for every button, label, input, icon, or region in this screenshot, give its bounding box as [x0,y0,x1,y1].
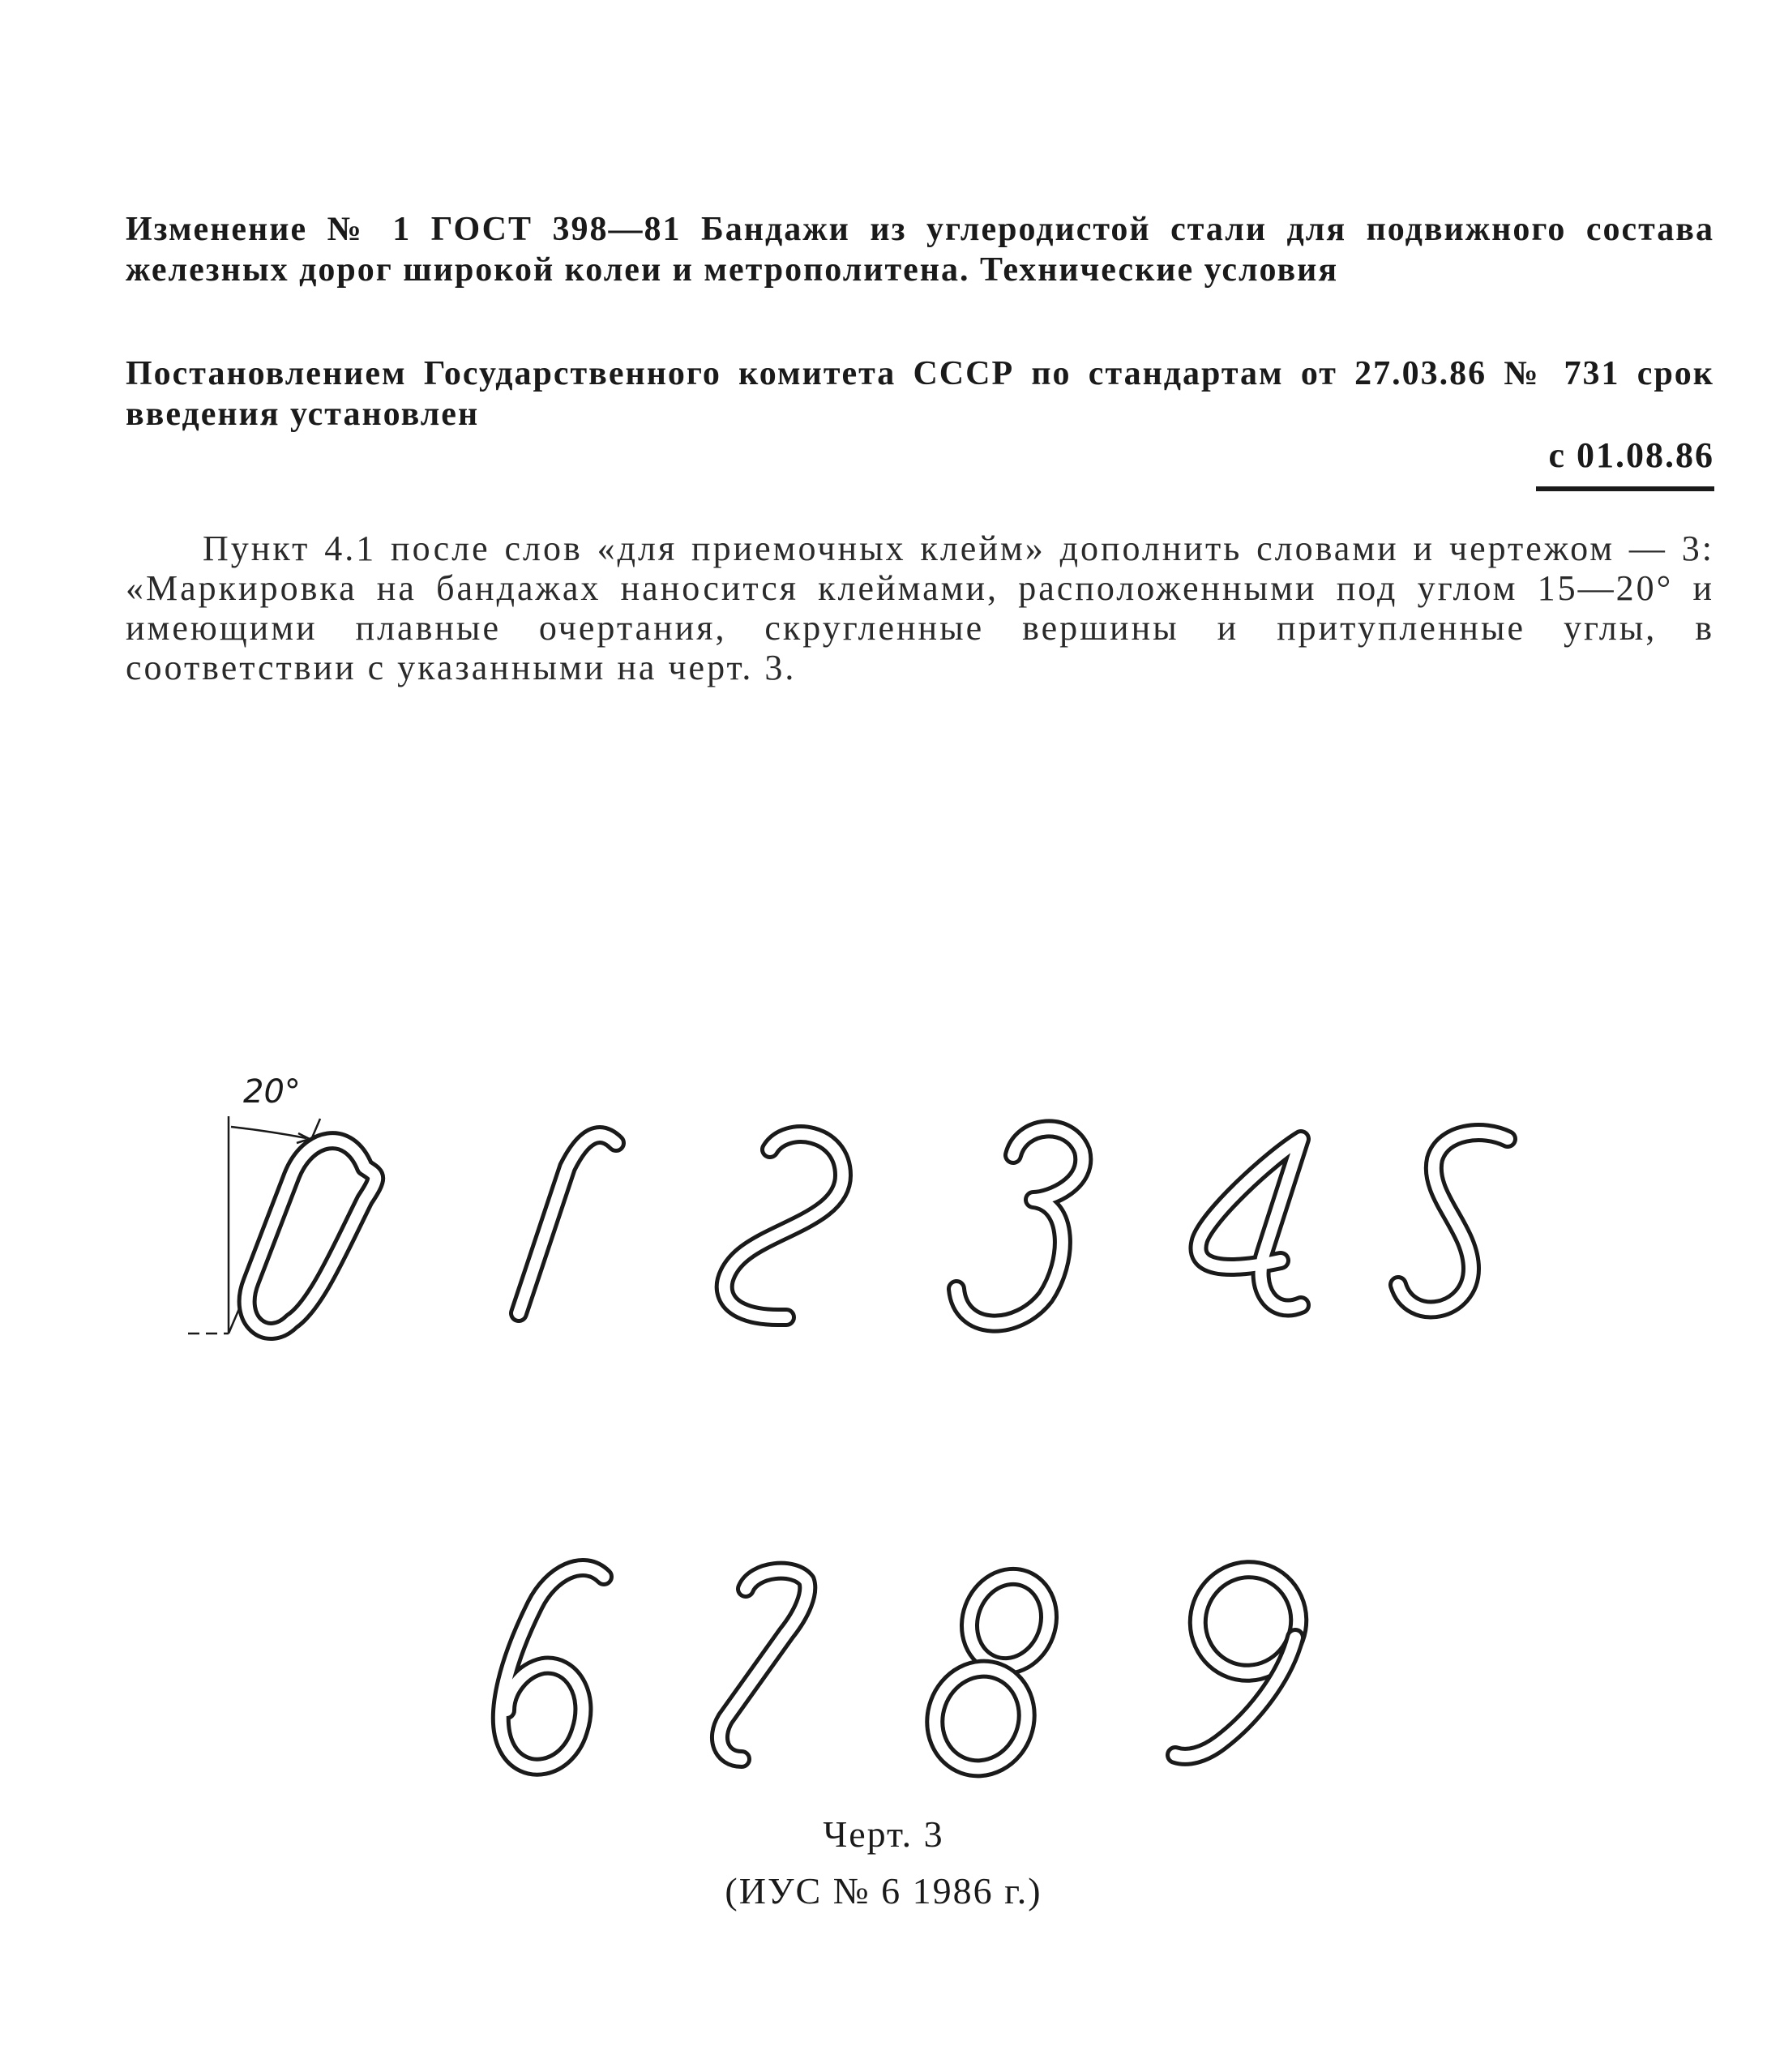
digit-5-glyph [1398,1132,1508,1309]
digit-0-glyph [247,1141,376,1331]
amendment-paragraph: Пункт 4.1 после слов «для приемочных клейм» дополнить словами и чертежом — 3: «Маркировка на бандажах наносится клеймами, расположенными под углом 15—20° и имеющими плавные очертания, скругленные вершины и притупленные углы, в соответствии с указанными на черт. 3. [126,529,1714,687]
effective-date: с 01.08.86 [1548,435,1714,475]
decree-text: Постановлением Государственного комитета СССР по стандартам от 27.03.86 № 731 срок введения установлен [126,355,1714,433]
figure-caption: Черт. 3 [823,1813,944,1855]
figure-source: (ИУС № 6 1986 г.) [725,1870,1042,1911]
angle-arc [231,1127,306,1138]
digit-3-glyph [956,1128,1083,1323]
digit-8-glyph [921,1565,1061,1781]
stamp-digits-drawing [0,1054,1767,1864]
amendment-title: Изменение № 1 ГОСТ 398—81 Бандажи из углеродистой стали для подвижного состава железных дорог широкой колеи и метрополитена. Технические условия [126,211,1714,289]
digit-4-glyph [1198,1139,1301,1308]
digit-2-glyph [725,1134,843,1317]
digit-7-glyph [720,1571,807,1759]
digit-1-glyph [519,1135,616,1313]
digit-9-glyph [1175,1556,1313,1757]
digit-6-glyph [501,1568,604,1767]
angle-label: 20° [243,1073,301,1111]
effective-date-underline [1536,486,1714,491]
